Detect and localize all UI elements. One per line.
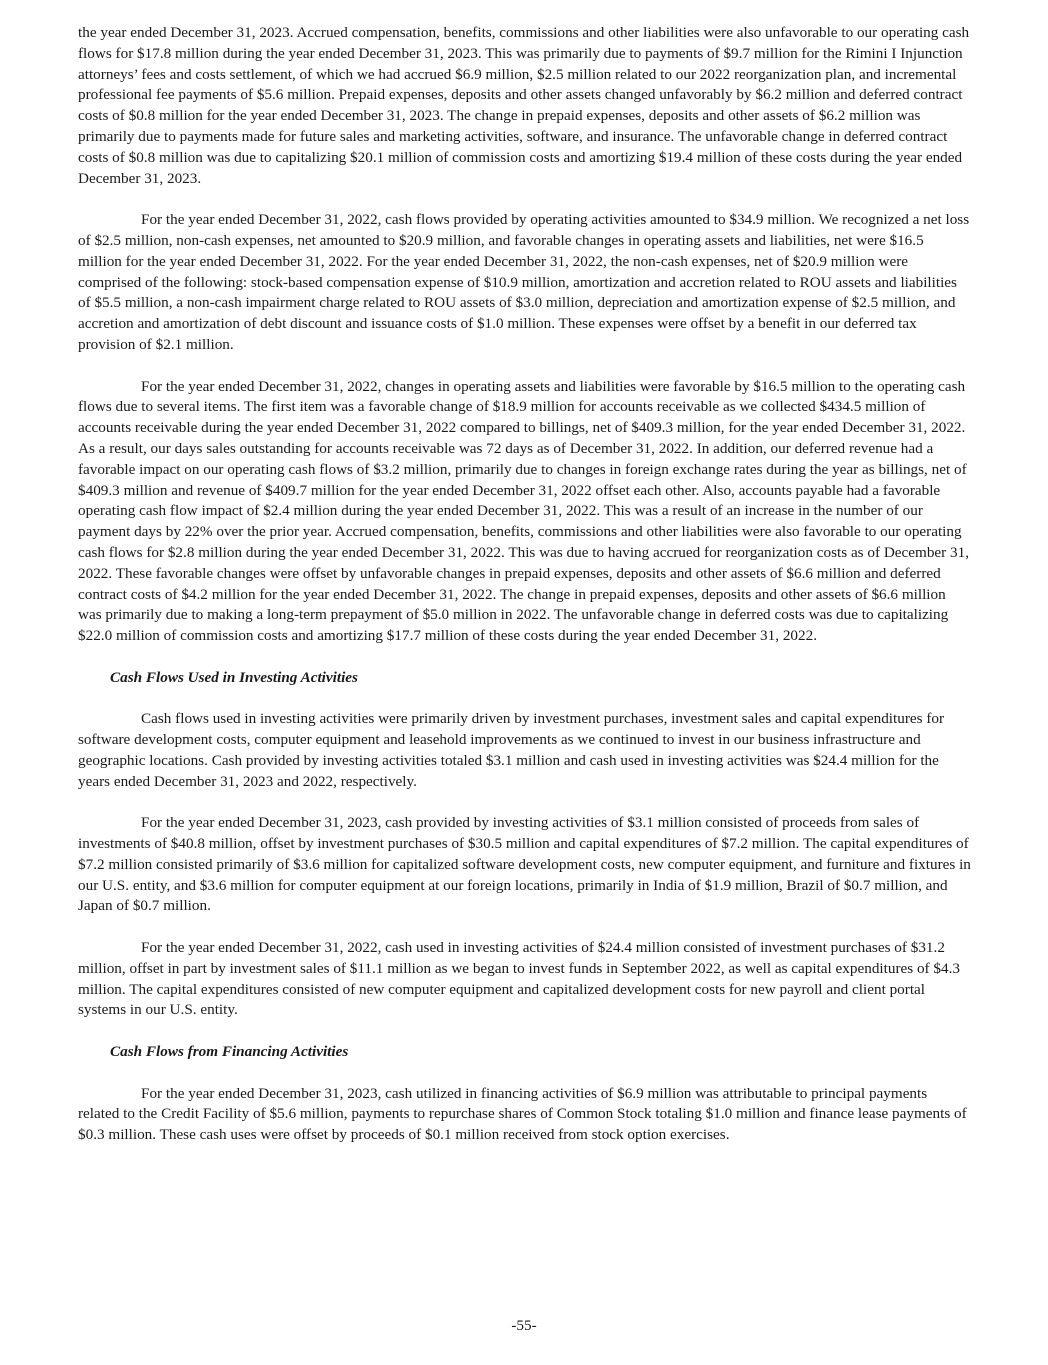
heading-investing-activities: Cash Flows Used in Investing Activities: [110, 668, 358, 686]
paragraph-investing-2023: For the year ended December 31, 2023, cash provided by investing activities of $3.1 million consisted of proceeds from sales of investments of $40.8 million, offset by investment purchases of $30.5 million and capital expenditures of $7.2 million. The capital expenditures of $7.2 million consisted primarily of $3.6 million for capitalized software development costs, new computer equipment, and furniture and fixtures in our U.S. entity, and $3.6 million for computer equipment at our foreign locations, primarily in India of $1.9 million, Brazil of $0.7 million, and Japan of $0.7 million.: [78, 814, 971, 915]
paragraph-investing-2022: For the year ended December 31, 2022, cash used in investing activities of $24.4 million consisted of investment purchases of $31.2 million, offset in part by investment sales of $11.1 million as we began to invest funds in September 2022, as well as capital expenditures of $4.3 million. The capital expenditures consisted of new computer equipment and capitalized development costs for new payroll and client portal systems in our U.S. entity.: [78, 939, 960, 1019]
paragraph-investing-overview: Cash flows used in investing activities were primarily driven by investment purchases, investment sales and capital expenditures for software development costs, computer equipment and leasehold improvements as we continued to invest in our business infrastructure and geographic locations. Cash provided by investing activities totaled $3.1 million and cash used in investing activities was $24.4 million for the years ended December 31, 2023 and 2022, respectively.: [78, 710, 945, 790]
paragraph-operating-assets-2022: For the year ended December 31, 2022, changes in operating assets and liabilities were favorable by $16.5 million to the operating cash flows due to several items. The first item was a favorable change of $18.9 million for accounts receivable as we collected $434.5 million of accounts receivable during the year ended December 31, 2022 compared to billings, net of $409.3 million, for the year ended December 31, 2022. As a result, our days sales outstanding for accounts receivable was 72 days as of December 31, 2022. In addition, our deferred revenue had a favorable impact on our operating cash flows of $3.2 million, primarily due to changes in foreign exchange rates during the year as billings, net of $409.3 million and revenue of $409.7 million for the year ended December 31, 2022 offset each other. Also, accounts payable had a favorable operating cash flow impact of $2.4 million during the year ended December 31, 2022. This was a result of an increase in the number of our payment days by 22% over the prior year. Accrued compensation, benefits, commissions and other liabilities were also favorable to our operating cash flows for $2.8 million during the year ended December 31, 2022. This was due to having accrued for reorganization costs as of December 31, 2022. These favorable changes were offset by unfavorable changes in prepaid expenses, deposits and other assets of $6.6 million and deferred contract costs of $4.2 million for the year ended December 31, 2022. The change in prepaid expenses, deposits and other assets of $6.6 million was primarily due to making a long-term prepayment of $5.0 million in 2022. The unfavorable change in deferred costs was due to capitalizing $22.0 million of commission costs and amortizing $17.7 million of these costs during the year ended December 31, 2022.: [78, 377, 970, 645]
paragraph-operating-2023-continued: the year ended December 31, 2023. Accrued compensation, benefits, commissions and other liabilities were also unfavorable to our operating cash flows for $17.8 million during the year ended December 31, 2023. This was primarily due to payments of $9.7 million for the Rimini I Injunction attorneys’ fees and costs settlement, of which we had accrued $6.9 million, $2.5 million related to our 2022 reorganization plan, and incremental professional fee payments of $5.6 million. Prepaid expenses, deposits and other assets changed unfavorably by $6.2 million and deferred contract costs of $0.8 million for the year ended December 31, 2023. The change in prepaid expenses, deposits and other assets of $6.2 million was primarily due to payments made for future sales and marketing activities, software, and insurance. The unfavorable change in deferred contract costs of $0.8 million was due to capitalizing $20.1 million of commission costs and amortizing $19.4 million of these costs during the year ended December 31, 2023.: [78, 24, 970, 187]
document-page: [78, 23, 971, 1167]
page-number: -55-: [511, 1317, 537, 1334]
paragraph-operating-2022: For the year ended December 31, 2022, cash flows provided by operating activities amounted to $34.9 million. We recognized a net loss of $2.5 million, non-cash expenses, net amounted to $20.9 million, and favorable changes in operating assets and liabilities, net were $16.5 million for the year ended December 31, 2022. For the year ended December 31, 2022, the non-cash expenses, net of $20.9 million were comprised of the following: stock-based compensation expense of $10.9 million, amortization and accretion related to ROU assets and liabilities of $5.5 million, a non-cash impairment charge related to ROU assets of $3.0 million, depreciation and amortization expense of $2.5 million, and accretion and amortization of debt discount and issuance costs of $1.0 million. These expenses were offset by a benefit in our deferred tax provision of $2.1 million.: [78, 211, 970, 353]
paragraph-financing-2023: For the year ended December 31, 2023, cash utilized in financing activities of $6.9 million was attributable to principal payments related to the Credit Facility of $5.6 million, payments to repurchase shares of Common Stock totaling $1.0 million and finance lease payments of $0.3 million. These cash uses were offset by proceeds of $0.1 million received from stock option exercises.: [78, 1084, 967, 1144]
heading-financing-activities: Cash Flows from Financing Activities: [110, 1043, 349, 1061]
